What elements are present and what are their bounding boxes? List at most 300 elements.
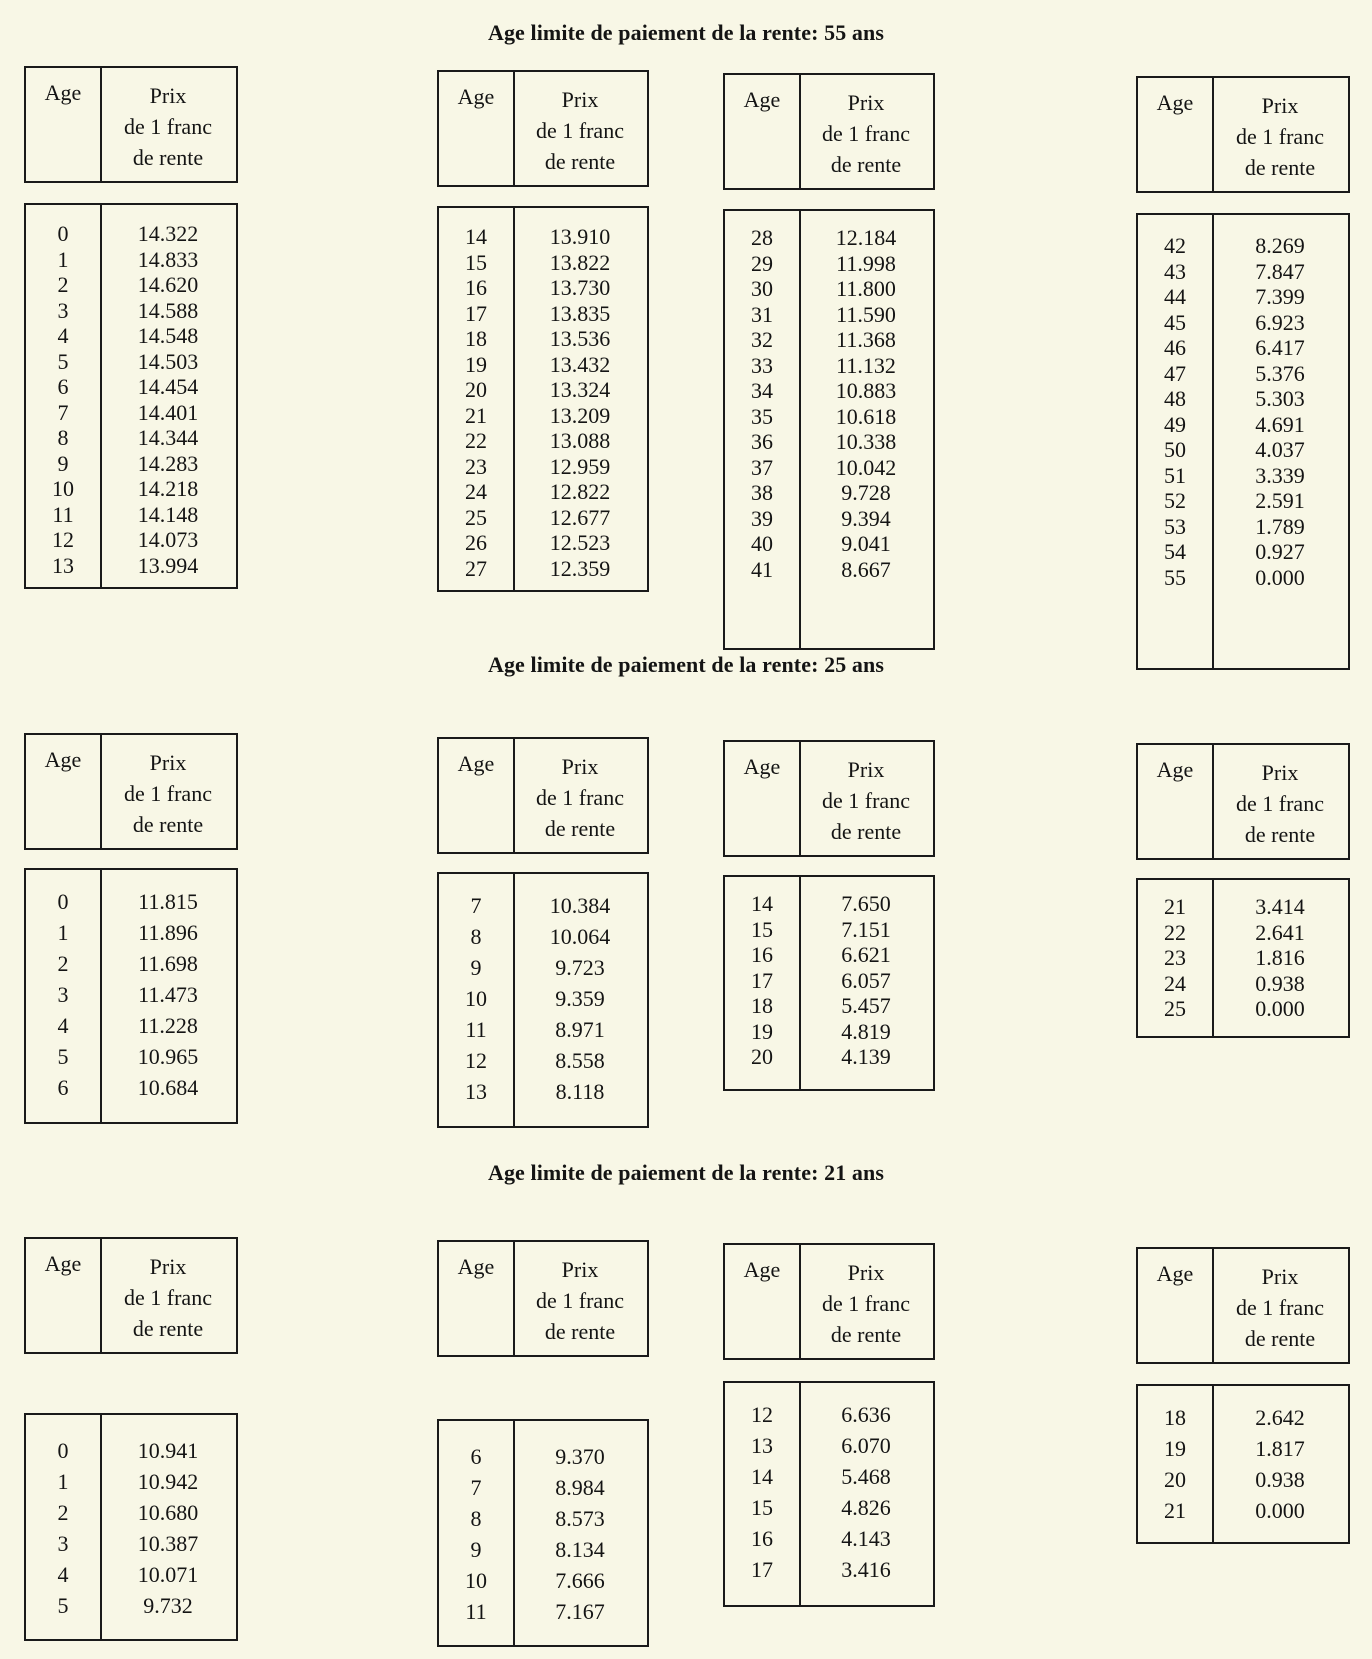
- age-column: [439, 890, 513, 1107]
- price-header: [513, 84, 647, 177]
- price-cell: 11.998: [836, 250, 896, 276]
- age-header: Age: [44, 1251, 82, 1276]
- age-cell: 4: [57, 1562, 69, 1587]
- age-cell: 13: [751, 1433, 773, 1458]
- price-cell: 14.548: [137, 323, 199, 348]
- age-header: Age: [44, 80, 82, 105]
- price-cell: 10.042: [835, 454, 897, 480]
- age-column: [26, 1435, 100, 1621]
- price-column: [799, 891, 933, 1070]
- age-cell: 13: [52, 552, 74, 578]
- age-cell: 10: [465, 1568, 487, 1593]
- age-cell: 8: [57, 425, 69, 450]
- price-cell: 6.070: [841, 1433, 891, 1458]
- age-header: Age: [1156, 1261, 1194, 1286]
- age-cell: 6: [470, 1444, 482, 1469]
- age-cell: 26: [465, 530, 487, 555]
- price-cell: 14.148: [137, 501, 199, 527]
- price-cell: 13.209: [549, 402, 611, 428]
- age-cell: 10: [52, 476, 74, 501]
- price-column: [513, 224, 647, 581]
- price-cell: 11.473: [138, 982, 198, 1007]
- age-header: Age: [743, 754, 781, 779]
- price-cell: 10.618: [835, 403, 897, 429]
- table-header: [24, 733, 238, 850]
- price-cell: 12.677: [549, 504, 611, 530]
- price-cell: 10.942: [137, 1469, 199, 1494]
- age-cell: 14: [751, 891, 773, 916]
- age-cell: 0: [57, 1438, 69, 1463]
- age-cell: 51: [1164, 462, 1186, 488]
- age-cell: 47: [1164, 360, 1186, 386]
- age-cell: 1: [57, 246, 69, 272]
- age-cell: 43: [1164, 258, 1186, 284]
- age-cell: 20: [1164, 1467, 1186, 1492]
- age-cell: 21: [1164, 894, 1186, 919]
- price-header-line: de rente: [544, 149, 616, 174]
- price-cell: 10.071: [137, 1562, 199, 1587]
- age-cell: 40: [751, 531, 773, 556]
- price-cell: 8.118: [555, 1079, 605, 1104]
- age-cell: 33: [751, 352, 773, 378]
- age-cell: 12: [52, 527, 74, 552]
- age-cell: 21: [465, 402, 487, 428]
- price-cell: 5.468: [841, 1464, 891, 1489]
- price-cell: 5.303: [1255, 386, 1305, 411]
- table-header: [1136, 1247, 1350, 1364]
- price-header-line: de rente: [1244, 155, 1316, 180]
- price-cell: 8.269: [1255, 233, 1305, 258]
- price-header-line: de 1 franc: [124, 114, 212, 139]
- age-cell: 34: [751, 378, 773, 403]
- price-cell: 4.691: [1255, 411, 1305, 437]
- age-cell: 17: [751, 967, 773, 993]
- price-cell: 10.941: [137, 1438, 199, 1463]
- age-header: Age: [457, 1254, 495, 1279]
- price-header: [1212, 757, 1348, 850]
- age-column: [1138, 894, 1212, 1022]
- age-cell: 18: [1164, 1405, 1186, 1430]
- price-column: [100, 221, 236, 578]
- price-header: [799, 754, 933, 847]
- age-cell: 8: [470, 1506, 482, 1531]
- price-header-line: de rente: [830, 819, 902, 844]
- price-column: [513, 1441, 647, 1627]
- price-column: [1212, 894, 1348, 1022]
- age-cell: 38: [751, 480, 773, 505]
- price-column: [513, 890, 647, 1107]
- price-cell: 14.344: [137, 425, 199, 450]
- age-cell: 27: [465, 555, 487, 581]
- price-cell: 8.558: [555, 1048, 605, 1073]
- price-cell: 4.143: [841, 1526, 891, 1551]
- price-cell: 7.151: [841, 916, 891, 942]
- price-cell: 4.139: [841, 1044, 891, 1069]
- age-column: [1138, 1402, 1212, 1526]
- age-column: [1138, 233, 1212, 590]
- age-cell: 7: [470, 1475, 482, 1500]
- table-body: [723, 875, 935, 1091]
- age-cell: 30: [751, 276, 773, 301]
- price-cell: 9.728: [841, 480, 891, 505]
- price-cell: 10.384: [549, 893, 611, 918]
- age-cell: 5: [57, 1044, 69, 1069]
- age-cell: 49: [1164, 411, 1186, 437]
- price-cell: 8.984: [555, 1475, 605, 1500]
- age-cell: 25: [465, 504, 487, 530]
- price-cell: 11.228: [138, 1013, 198, 1038]
- age-cell: 19: [1164, 1436, 1186, 1461]
- price-cell: 14.401: [137, 399, 199, 425]
- age-header: Age: [1156, 90, 1194, 115]
- table-header: [437, 737, 649, 854]
- price-header: [1212, 1261, 1348, 1354]
- price-column: [100, 1435, 236, 1621]
- age-cell: 18: [465, 326, 487, 351]
- table-body: [24, 203, 238, 589]
- price-header-line: Prix: [149, 83, 187, 108]
- age-cell: 9: [470, 1537, 482, 1562]
- age-cell: 20: [465, 377, 487, 402]
- price-cell: 11.368: [836, 327, 896, 352]
- price-cell: 9.723: [555, 955, 605, 980]
- price-header-line: de rente: [132, 1316, 204, 1341]
- price-cell: 6.417: [1255, 335, 1305, 360]
- age-cell: 45: [1164, 309, 1186, 335]
- price-cell: 9.041: [841, 531, 891, 556]
- price-header-line: de 1 franc: [822, 788, 910, 813]
- age-cell: 19: [465, 351, 487, 377]
- price-header: [513, 1254, 647, 1347]
- age-cell: 28: [751, 225, 773, 250]
- price-header-line: Prix: [1261, 93, 1299, 118]
- age-cell: 44: [1164, 284, 1186, 309]
- table-header: [723, 73, 935, 190]
- price-cell: 7.847: [1255, 258, 1305, 284]
- table-body: [1136, 1384, 1350, 1544]
- price-cell: 13.536: [549, 326, 611, 351]
- price-header: [100, 80, 236, 173]
- price-header: [513, 751, 647, 844]
- age-header: Age: [743, 87, 781, 112]
- price-cell: 4.826: [841, 1495, 891, 1520]
- price-cell: 7.666: [555, 1568, 605, 1593]
- price-header-line: de 1 franc: [822, 1291, 910, 1316]
- price-header-line: de rente: [830, 152, 902, 177]
- age-cell: 13: [465, 1079, 487, 1104]
- price-cell: 0.000: [1255, 1498, 1305, 1523]
- table-body: [1136, 878, 1350, 1038]
- age-cell: 53: [1164, 513, 1186, 539]
- table-body: [723, 1381, 935, 1607]
- age-cell: 24: [1164, 970, 1186, 996]
- age-cell: 2: [57, 1500, 69, 1525]
- price-cell: 8.134: [555, 1537, 605, 1562]
- price-cell: 1.789: [1255, 513, 1305, 539]
- price-header-line: de rente: [544, 816, 616, 841]
- age-cell: 54: [1164, 539, 1186, 564]
- age-cell: 37: [751, 454, 773, 480]
- age-column: [26, 221, 100, 578]
- age-cell: 2: [57, 272, 69, 297]
- price-cell: 10.338: [835, 429, 897, 454]
- age-cell: 6: [57, 374, 69, 399]
- table-header: [437, 1240, 649, 1357]
- price-header-line: de rente: [544, 1319, 616, 1344]
- price-cell: 13.822: [549, 249, 611, 275]
- table-header: [1136, 76, 1350, 193]
- age-cell: 5: [57, 348, 69, 374]
- price-cell: 10.680: [137, 1500, 199, 1525]
- price-cell: 11.590: [836, 301, 896, 327]
- age-cell: 15: [751, 1495, 773, 1520]
- price-cell: 10.064: [549, 924, 611, 949]
- price-cell: 12.359: [549, 555, 611, 581]
- age-cell: 7: [470, 893, 482, 918]
- price-cell: 13.910: [549, 224, 611, 249]
- age-cell: 48: [1164, 386, 1186, 411]
- price-header: [799, 1257, 933, 1350]
- price-cell: 0.938: [1255, 970, 1305, 996]
- price-cell: 12.523: [549, 530, 611, 555]
- price-header-line: Prix: [149, 1254, 187, 1279]
- price-cell: 11.815: [138, 889, 198, 914]
- price-column: [799, 225, 933, 582]
- price-cell: 10.883: [835, 378, 897, 403]
- age-header: Age: [743, 1257, 781, 1282]
- price-cell: 13.994: [137, 552, 199, 578]
- age-cell: 16: [465, 275, 487, 300]
- price-cell: 12.184: [835, 225, 897, 250]
- age-cell: 2: [57, 951, 69, 976]
- age-cell: 12: [751, 1402, 773, 1427]
- price-cell: 7.399: [1255, 284, 1305, 309]
- price-header: [100, 1251, 236, 1344]
- age-cell: 42: [1164, 233, 1186, 258]
- price-cell: 12.959: [549, 453, 611, 479]
- price-header-line: de 1 franc: [124, 781, 212, 806]
- price-cell: 13.324: [549, 377, 611, 402]
- age-cell: 18: [751, 993, 773, 1018]
- age-cell: 3: [57, 982, 69, 1007]
- age-cell: 55: [1164, 564, 1186, 590]
- age-cell: 17: [465, 300, 487, 326]
- age-cell: 50: [1164, 437, 1186, 462]
- price-cell: 5.457: [841, 993, 891, 1018]
- price-cell: 8.667: [841, 556, 891, 582]
- price-header-line: de 1 franc: [536, 118, 624, 143]
- price-header-line: Prix: [1261, 1264, 1299, 1289]
- table-body: [437, 872, 649, 1128]
- price-cell: 14.588: [137, 297, 199, 323]
- price-cell: 12.822: [549, 479, 611, 504]
- age-cell: 32: [751, 327, 773, 352]
- price-cell: 0.927: [1255, 539, 1305, 564]
- price-header-line: de 1 franc: [536, 785, 624, 810]
- price-cell: 6.621: [841, 942, 891, 967]
- price-cell: 0.938: [1255, 1467, 1305, 1492]
- age-cell: 14: [465, 224, 487, 249]
- age-cell: 16: [751, 1526, 773, 1551]
- table-body: [437, 1419, 649, 1647]
- table-body: [24, 868, 238, 1124]
- price-header-line: de 1 franc: [822, 121, 910, 146]
- price-header-line: de 1 franc: [1236, 1295, 1324, 1320]
- price-cell: 11.698: [138, 951, 198, 976]
- price-column: [1212, 1402, 1348, 1526]
- age-cell: 3: [57, 1531, 69, 1556]
- age-cell: 31: [751, 301, 773, 327]
- price-header-line: Prix: [149, 750, 187, 775]
- age-cell: 11: [52, 501, 74, 527]
- age-column: [725, 891, 799, 1070]
- price-header-line: Prix: [561, 87, 599, 112]
- price-header-line: de 1 franc: [124, 1285, 212, 1310]
- age-cell: 7: [57, 399, 69, 425]
- age-cell: 15: [751, 916, 773, 942]
- price-cell: 2.641: [1255, 919, 1305, 945]
- table-header: [1136, 743, 1350, 860]
- table-body: [1136, 213, 1350, 670]
- price-cell: 10.965: [137, 1044, 199, 1069]
- age-cell: 15: [465, 249, 487, 275]
- age-cell: 16: [751, 942, 773, 967]
- price-header-line: Prix: [847, 757, 885, 782]
- age-cell: 6: [57, 1075, 69, 1100]
- price-header-line: de rente: [1244, 822, 1316, 847]
- price-cell: 2.642: [1255, 1405, 1305, 1430]
- price-cell: 14.073: [137, 527, 199, 552]
- age-cell: 9: [57, 450, 69, 476]
- price-cell: 4.819: [841, 1018, 891, 1044]
- price-header: [100, 747, 236, 840]
- table-body: [437, 206, 649, 592]
- age-cell: 46: [1164, 335, 1186, 360]
- price-cell: 14.620: [137, 272, 199, 297]
- price-cell: 11.132: [836, 352, 896, 378]
- price-cell: 6.923: [1255, 309, 1305, 335]
- age-cell: 22: [1164, 919, 1186, 945]
- age-header: Age: [44, 747, 82, 772]
- price-cell: 14.454: [137, 374, 199, 399]
- age-cell: 52: [1164, 488, 1186, 513]
- age-cell: 9: [470, 955, 482, 980]
- price-header-line: Prix: [561, 754, 599, 779]
- age-column: [439, 224, 513, 581]
- price-cell: 3.416: [841, 1557, 891, 1582]
- price-cell: 9.394: [841, 505, 891, 531]
- price-cell: 13.730: [549, 275, 611, 300]
- price-cell: 0.000: [1255, 564, 1305, 590]
- price-cell: 1.816: [1255, 945, 1305, 970]
- age-cell: 39: [751, 505, 773, 531]
- price-cell: 13.088: [549, 428, 611, 453]
- price-cell: 9.732: [143, 1593, 193, 1618]
- price-cell: 14.218: [137, 476, 199, 501]
- age-column: [725, 1399, 799, 1585]
- age-cell: 41: [751, 556, 773, 582]
- age-cell: 17: [751, 1557, 773, 1582]
- age-cell: 23: [1164, 945, 1186, 970]
- table-header: [723, 740, 935, 857]
- price-cell: 14.322: [137, 221, 199, 246]
- table-body: [723, 209, 935, 650]
- price-header-line: de 1 franc: [1236, 124, 1324, 149]
- price-cell: 14.283: [137, 450, 199, 476]
- age-cell: 1: [57, 920, 69, 945]
- table-header: [24, 1237, 238, 1354]
- price-column: [799, 1399, 933, 1585]
- price-header: [1212, 90, 1348, 183]
- age-cell: 20: [751, 1044, 773, 1069]
- age-cell: 11: [465, 1599, 487, 1624]
- price-cell: 2.591: [1255, 488, 1305, 513]
- price-header-line: Prix: [1261, 760, 1299, 785]
- age-cell: 5: [57, 1593, 69, 1618]
- price-cell: 10.387: [137, 1531, 199, 1556]
- price-cell: 7.650: [841, 891, 891, 916]
- age-cell: 25: [1164, 996, 1186, 1021]
- age-cell: 21: [1164, 1498, 1186, 1523]
- price-cell: 9.359: [555, 986, 605, 1011]
- age-cell: 36: [751, 429, 773, 454]
- price-header-line: Prix: [561, 1257, 599, 1282]
- age-cell: 3: [57, 297, 69, 323]
- price-cell: 3.414: [1255, 894, 1305, 919]
- age-column: [725, 225, 799, 582]
- age-cell: 22: [465, 428, 487, 453]
- price-header-line: Prix: [847, 90, 885, 115]
- section-title-55: Age limite de paiement de la rente: 55 ans: [487, 20, 885, 45]
- price-column: [100, 886, 236, 1103]
- price-cell: 5.376: [1255, 360, 1305, 386]
- section-title-21: Age limite de paiement de la rente: 21 ans: [487, 1160, 885, 1185]
- age-header: Age: [1156, 757, 1194, 782]
- age-cell: 19: [751, 1018, 773, 1044]
- price-cell: 11.896: [138, 920, 198, 945]
- price-header-line: de rente: [132, 812, 204, 837]
- table-header: [437, 70, 649, 187]
- age-cell: 35: [751, 403, 773, 429]
- section-title-25: Age limite de paiement de la rente: 25 ans: [487, 652, 885, 677]
- price-cell: 8.573: [555, 1506, 605, 1531]
- table-body: [24, 1413, 238, 1641]
- age-column: [26, 886, 100, 1103]
- price-header-line: de rente: [1244, 1326, 1316, 1351]
- age-cell: 4: [57, 1013, 69, 1038]
- price-column: [1212, 233, 1348, 590]
- age-header: Age: [457, 751, 495, 776]
- price-header-line: de 1 franc: [1236, 791, 1324, 816]
- age-cell: 11: [465, 1017, 487, 1042]
- age-cell: 29: [751, 250, 773, 276]
- price-cell: 14.833: [137, 246, 199, 272]
- price-cell: 8.971: [555, 1017, 605, 1042]
- age-cell: 0: [57, 221, 69, 246]
- table-header: [24, 66, 238, 183]
- age-cell: 14: [751, 1464, 773, 1489]
- price-header-line: de rente: [132, 145, 204, 170]
- price-cell: 6.057: [841, 967, 891, 993]
- table-header: [723, 1243, 935, 1360]
- age-cell: 0: [57, 889, 69, 914]
- price-header-line: de rente: [830, 1322, 902, 1347]
- age-cell: 24: [465, 479, 487, 504]
- price-cell: 13.835: [549, 300, 611, 326]
- age-cell: 8: [470, 924, 482, 949]
- age-cell: 12: [465, 1048, 487, 1073]
- price-header: [799, 87, 933, 180]
